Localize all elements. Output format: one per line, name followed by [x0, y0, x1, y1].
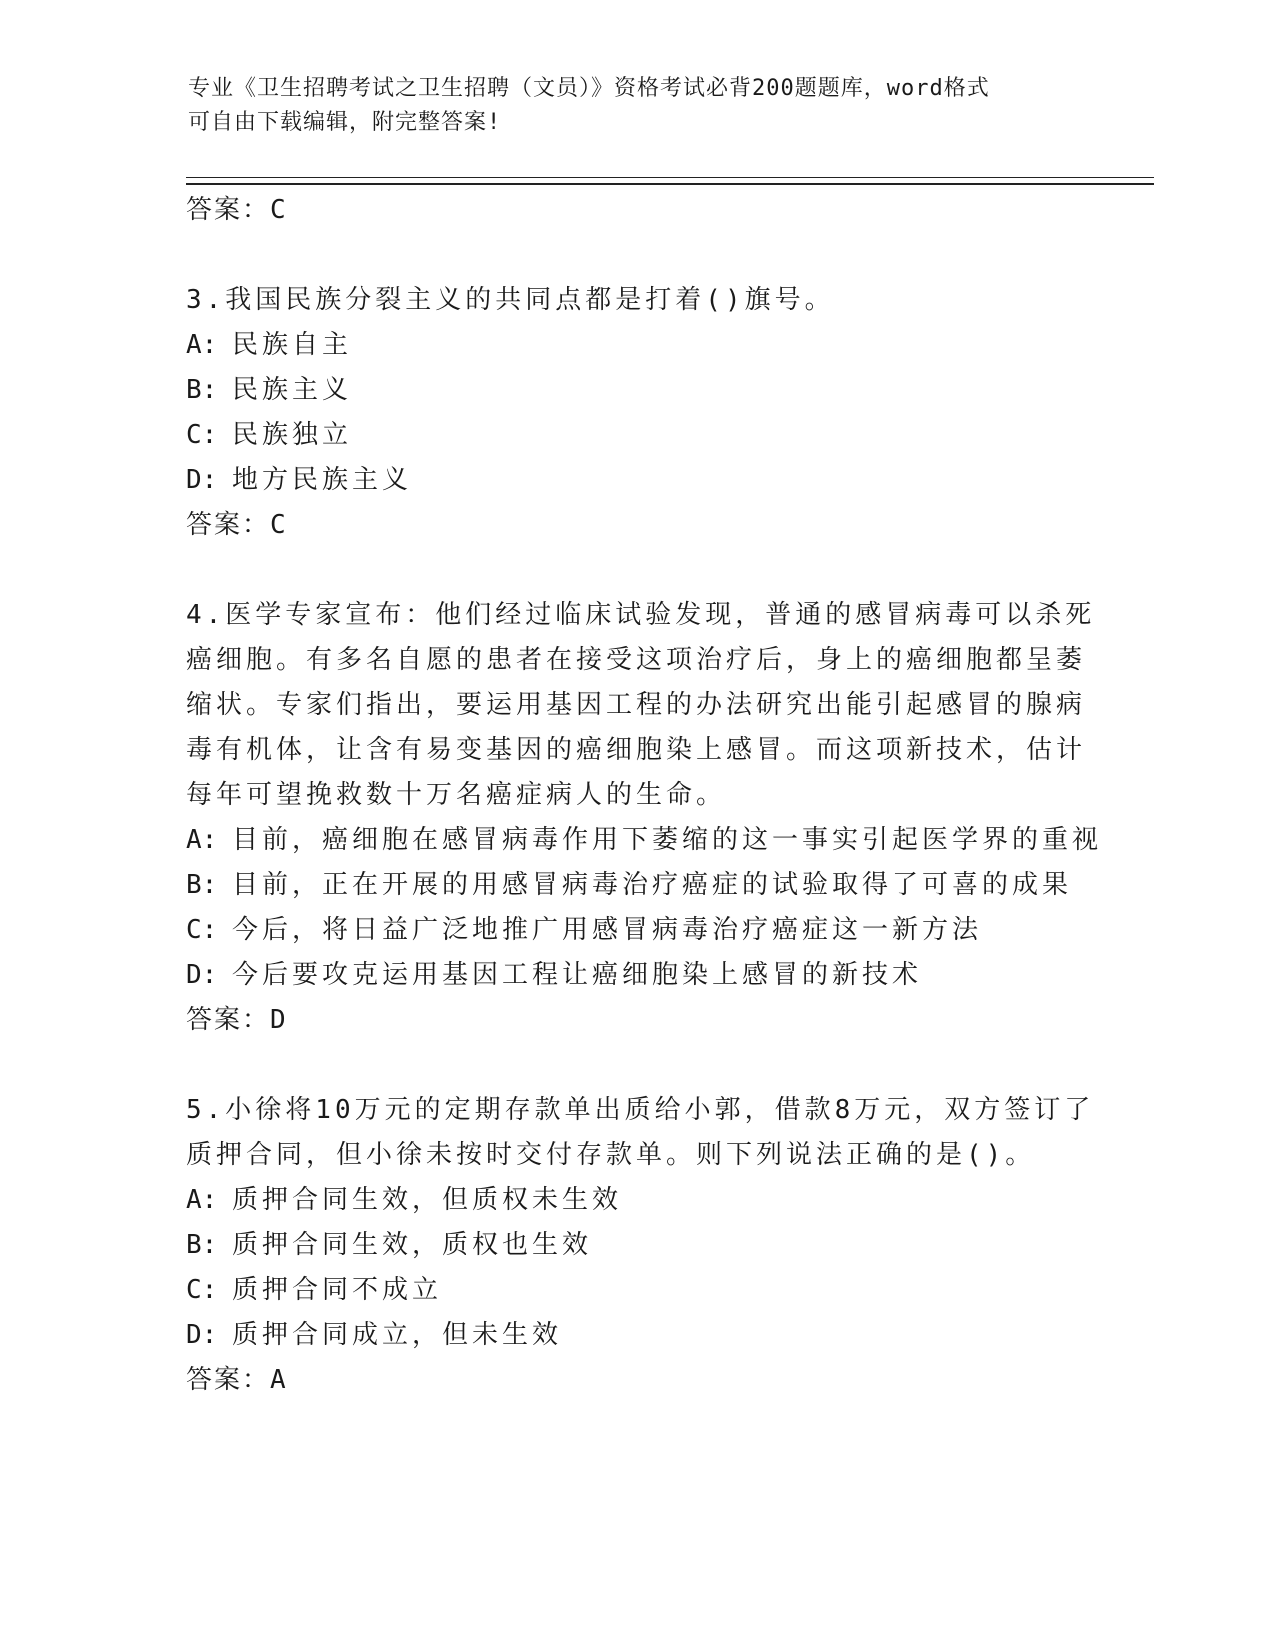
option-c	[186, 1268, 1146, 1313]
option-text: 地方民族主义	[232, 465, 413, 495]
spacer	[186, 233, 1146, 278]
question-3	[186, 278, 1146, 548]
answer: 答案：D	[186, 1005, 288, 1035]
option-text: 今后，将日益广泛地推广用感冒病毒治疗癌症这一新方法	[232, 915, 983, 945]
option-text: 民族自主	[232, 330, 353, 360]
question-5	[186, 1088, 1146, 1403]
question-list	[186, 188, 1146, 1403]
option-a	[186, 818, 1146, 863]
option-label: C:	[186, 1275, 218, 1305]
option-label: B:	[186, 1230, 218, 1260]
question-stem: 3.我国民族分裂主义的共同点都是打着()旗号。	[186, 285, 835, 315]
option-d	[186, 953, 1146, 998]
option-c	[186, 413, 1146, 458]
option-label: D:	[186, 1320, 218, 1350]
option-text: 质押合同生效，质权也生效	[232, 1230, 593, 1260]
question-stem-line-3: 缩状。专家们指出，要运用基因工程的办法研究出能引起感冒的腺病	[186, 690, 1087, 720]
option-label: A:	[186, 825, 218, 855]
answer: 答案：A	[186, 1365, 288, 1395]
option-text: 今后要攻克运用基因工程让癌细胞染上感冒的新技术	[232, 960, 923, 990]
option-text: 民族独立	[232, 420, 353, 450]
answer: 答案：C	[186, 510, 288, 540]
option-text: 目前，正在开展的用感冒病毒治疗癌症的试验取得了可喜的成果	[232, 870, 1073, 900]
option-text: 质押合同成立，但未生效	[232, 1320, 563, 1350]
option-d	[186, 1313, 1146, 1358]
header-divider-thin	[186, 177, 1154, 178]
spacer	[186, 548, 1146, 593]
spacer	[186, 1043, 1146, 1088]
question-stem-line-2: 癌细胞。有多名自愿的患者在接受这项治疗后，身上的癌细胞都呈萎	[186, 645, 1087, 675]
option-c	[186, 908, 1146, 953]
option-text: 质押合同生效，但质权未生效	[232, 1185, 623, 1215]
option-label: B:	[186, 375, 218, 405]
option-a	[186, 1178, 1146, 1223]
option-text: 民族主义	[232, 375, 353, 405]
question-stem-line-4: 毒有机体，让含有易变基因的癌细胞染上感冒。而这项新技术，估计	[186, 735, 1087, 765]
question-stem-line-1: 4.医学专家宣布：他们经过临床试验发现，普通的感冒病毒可以杀死	[186, 600, 1096, 630]
option-b	[186, 863, 1146, 908]
option-label: A:	[186, 1185, 218, 1215]
option-b	[186, 368, 1146, 413]
option-label: D:	[186, 465, 218, 495]
option-b	[186, 1223, 1146, 1268]
option-d	[186, 458, 1146, 503]
option-label: B:	[186, 870, 218, 900]
option-label: A:	[186, 330, 218, 360]
header-line-1: 专业《卫生招聘考试之卫生招聘（文员）》资格考试必背200题题库，word格式	[188, 76, 990, 101]
option-label: D:	[186, 960, 218, 990]
option-text: 质押合同不成立	[232, 1275, 443, 1305]
option-label: C:	[186, 420, 218, 450]
question-4	[186, 593, 1146, 1043]
header-line-2: 可自由下载编辑，附完整答案!	[188, 110, 502, 135]
previous-question-answer: 答案：C	[186, 195, 288, 225]
option-a	[186, 323, 1146, 368]
document-header	[188, 72, 1088, 140]
question-stem-line-1: 5.小徐将10万元的定期存款单出质给小郭，借款8万元，双方签订了	[186, 1095, 1095, 1125]
question-stem-line-2: 质押合同，但小徐未按时交付存款单。则下列说法正确的是()。	[186, 1140, 1036, 1170]
option-text: 目前，癌细胞在感冒病毒作用下萎缩的这一事实引起医学界的重视	[232, 825, 1103, 855]
header-divider-thick	[186, 183, 1154, 185]
option-label: C:	[186, 915, 218, 945]
question-stem-line-5: 每年可望挽救数十万名癌症病人的生命。	[186, 780, 727, 810]
